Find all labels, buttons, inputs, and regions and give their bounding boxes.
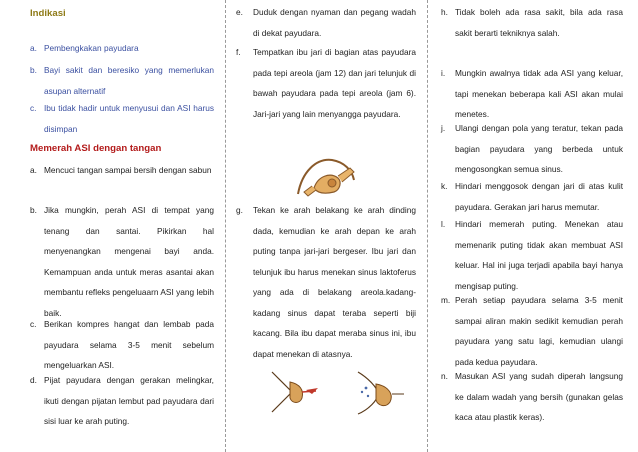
column-3 bbox=[437, 0, 623, 452]
sinus-compression-diagram-2 bbox=[348, 368, 406, 418]
item-text: Pembengkakan payudara bbox=[44, 43, 139, 53]
step-c bbox=[30, 314, 214, 376]
item-marker: h. bbox=[441, 7, 448, 17]
item-text: Berikan kompres hangat dan lembab pada payudara selama 3-5 menit sebelum mengeluarkan ASI. bbox=[44, 319, 214, 370]
breast-hand-illustration bbox=[294, 150, 358, 200]
column-1 bbox=[30, 0, 214, 452]
item-text: Ulangi dengan pola yang teratur, tekan pada bagian payudara yang berbeda untuk mengosongkan semua sinus. bbox=[455, 123, 623, 174]
indikasi-item-a bbox=[30, 38, 214, 59]
heading-indikasi: Indikasi bbox=[30, 8, 66, 19]
step-a bbox=[30, 160, 214, 181]
item-text: Tekan ke arah belakang ke arah dinding dada, kemudian ke arah depan ke arah puting tanpa jari-jari bergeser. Ibu jari dan telunjuk ibu harus menekan sinus laktoferus yang ada di belakang areola.kadang-kadang sinus dapat teraba seperti biji kacang. Bila ibu dapat meraba sinus ini, ibu dapat menekan di atasnya. bbox=[253, 205, 416, 359]
item-marker: e. bbox=[236, 7, 243, 17]
step-j bbox=[437, 118, 623, 180]
item-marker: c. bbox=[30, 319, 37, 329]
item-marker: l. bbox=[441, 219, 446, 229]
item-text: Tempatkan ibu jari di bagian atas payudara pada tepi areola (jam 12) dan jari telunjuk di bawah payudara pada tepi areola (jam 6). Jari-jari yang lain menyangga payudara. bbox=[253, 47, 416, 119]
item-text: Masukan ASI yang sudah diperah langsung ke dalam wadah yang bersih (gunakan gelas kaca atau plastik keras). bbox=[455, 371, 623, 422]
step-i bbox=[437, 63, 623, 125]
step-g bbox=[236, 200, 416, 364]
step-n bbox=[437, 366, 623, 428]
item-text: Bayi sakit dan beresiko yang memerlukan asupan alternatif bbox=[44, 65, 214, 96]
item-marker: b. bbox=[30, 65, 37, 75]
item-text: Jika mungkin, perah ASI di tempat yang tenang dan santai. Pikirkan hal menyenangkan mengenai bayi anda. Kemampuan anda untuk meras asantai akan membantu refleks pengeluaarn ASI yang lebih baik. bbox=[44, 205, 214, 318]
step-d bbox=[30, 370, 214, 432]
step-m bbox=[437, 290, 623, 372]
sinus-compression-diagram-1 bbox=[266, 368, 322, 416]
column-divider-right bbox=[427, 0, 428, 452]
step-k bbox=[437, 176, 623, 217]
heading-memerah-asi: Memerah ASI dengan tangan bbox=[30, 143, 162, 154]
item-marker: j. bbox=[441, 123, 446, 133]
item-text: Perah setiap payudara selama 3-5 menit sampai aliran makin sedikit kemudian perah payudara yang satu lagi, kemudian ulangi pada kedua payudara. bbox=[455, 295, 623, 367]
item-marker: c. bbox=[30, 103, 37, 113]
column-2 bbox=[236, 0, 416, 452]
item-marker: m. bbox=[441, 295, 451, 305]
item-text: Duduk dengan nyaman dan pegang wadah di dekat payudara. bbox=[253, 7, 416, 38]
step-e bbox=[236, 2, 416, 43]
item-text: Pijat payudara dengan gerakan melingkar, ikuti dengan pijatan lembut pad payudara dari sisi luar ke arah puting. bbox=[44, 375, 214, 426]
item-marker: f. bbox=[236, 47, 241, 57]
item-text: Tidak boleh ada rasa sakit, bila ada rasa sakit berarti tekniknya salah. bbox=[455, 7, 623, 38]
step-b bbox=[30, 200, 214, 323]
item-text: Mungkin awalnya tidak ada ASI yang keluar, tapi menekan beberapa kali ASI akan mulai menetes. bbox=[455, 68, 623, 119]
indikasi-item-b bbox=[30, 60, 214, 101]
item-marker: b. bbox=[30, 205, 37, 215]
item-marker: g. bbox=[236, 205, 243, 215]
item-marker: n. bbox=[441, 371, 448, 381]
item-marker: d. bbox=[30, 375, 37, 385]
item-marker: k. bbox=[441, 181, 448, 191]
item-text: Hindari memerah puting. Menekan atau memenarik puting tidak akan membuat ASI keluar. Hal ini juga terjadi apabila bayi hanya mengisap puting. bbox=[455, 219, 623, 291]
item-text: Ibu tidak hadir untuk menyusui dan ASI harus disimpan bbox=[44, 103, 214, 134]
item-marker: i. bbox=[441, 68, 446, 78]
item-marker: a. bbox=[30, 165, 37, 175]
item-text: Hindari menggosok dengan jari di atas kulit payudara. Gerakan jari harus memutar. bbox=[455, 181, 623, 212]
item-text: Mencuci tangan sampai bersih dengan sabun bbox=[44, 165, 212, 175]
indikasi-item-c bbox=[30, 98, 214, 139]
step-f bbox=[236, 42, 416, 124]
step-l bbox=[437, 214, 623, 296]
item-marker: a. bbox=[30, 43, 37, 53]
step-h bbox=[437, 2, 623, 43]
column-divider-left bbox=[225, 0, 226, 452]
